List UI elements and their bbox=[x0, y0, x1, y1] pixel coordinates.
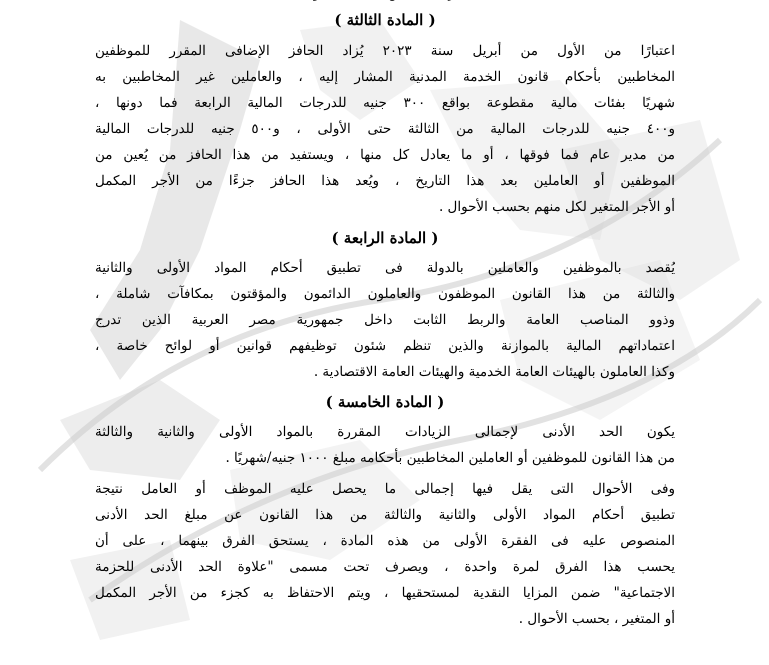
article-5-heading: ( المادة الخامسة ) bbox=[325, 393, 445, 411]
article-3-line: و٤٠٠ جنيه للدرجات المالية من الثالثة حتى الأولى ، و٥٠٠ جنيه للدرجات المالية bbox=[95, 121, 675, 137]
article-4-line: يُقصد بالموظفين والعاملين بالدولة فى تطبيق أحكام المواد الأولى والثانية bbox=[95, 260, 675, 276]
cut-off-line bbox=[95, 0, 675, 1]
article-3-line: شهريًا بفئات مالية مقطوعة بواقع ٣٠٠ جنيه للدرجات المالية الرابعة فما دونها ، bbox=[95, 95, 675, 111]
article-5-line: الاجتماعية" ضمن المزايا النقدية لمستحقيها ، ويتم الاحتفاظ به كجزء من الأجر المكمل bbox=[95, 585, 675, 601]
article-5-line: وفى الأحوال التى يقل فيها إجمالى ما يحصل عليه الموظف أو العامل نتيجة bbox=[95, 481, 675, 497]
article-5-line: تطبيق أحكام المواد الأولى والثانية والثالثة من هذا القانون عن مبلغ الحد الأدنى bbox=[95, 507, 675, 523]
article-3-line: اعتبارًا من الأول من أبريل سنة ٢٠٢٣ يُزاد الحافز الإضافى المقرر للموظفين bbox=[95, 43, 675, 59]
article-3-line: من مدير عام فما فوقها ، أو ما يعادل كل منها ، ويستفيد من هذا الحافز من يُعين من bbox=[95, 147, 675, 163]
article-5-line: أو المتغير ، بحسب الأحوال . bbox=[518, 611, 675, 627]
article-4-heading: ( المادة الرابعة ) bbox=[331, 229, 439, 247]
article-4-line: والثالثة من هذا القانون الموظفون والعاملون الدائمون والمؤقتون بمكافآت شاملة ، bbox=[95, 286, 675, 302]
article-5-line: المنصوص عليه فى الفقرة الأولى من هذه المادة ، يستحق الفرق بينهما ، على أن bbox=[95, 533, 675, 549]
article-3-line: الموظفين أو العاملين بعد هذا التاريخ ، ويُعد هذا الحافز جزءًا من الأجر المكمل bbox=[95, 173, 675, 189]
article-4-line: وكذا العاملون بالهيئات العامة الخدمية والهيئات العامة الاقتصادية . bbox=[313, 364, 675, 380]
article-5-line: يكون الحد الأدنى لإجمالى الزيادات المقررة بالمواد الأولى والثانية والثالثة bbox=[95, 424, 675, 440]
document-body bbox=[95, 0, 675, 665]
article-3-line: أو الأجر المتغير لكل منهم بحسب الأحوال . bbox=[438, 199, 675, 215]
article-3-heading: ( المادة الثالثة ) bbox=[334, 11, 436, 29]
article-4-line: اعتماداتهم المالية بالموازنة والذين تنظم شئون توظيفهم قوانين أو لوائح خاصة ، bbox=[95, 338, 675, 354]
article-5-line: يحسب هذا الفرق لمرة واحدة ، ويصرف تحت مسمى "علاوة الحد الأدنى للحزمة bbox=[95, 559, 675, 575]
article-5-line: من هذا القانون للموظفين أو العاملين المخاطبين بأحكامه مبلغ ١٠٠٠ جنيه/شهريًا . bbox=[225, 450, 675, 466]
article-4-line: وذوو المناصب العامة والربط الثابت داخل جمهورية مصر العربية الذين تدرج bbox=[95, 312, 675, 328]
article-3-line: المخاطبين بأحكام قانون الخدمة المدنية المشار إليه ، والعاملين غير المخاطبين به bbox=[95, 69, 675, 85]
